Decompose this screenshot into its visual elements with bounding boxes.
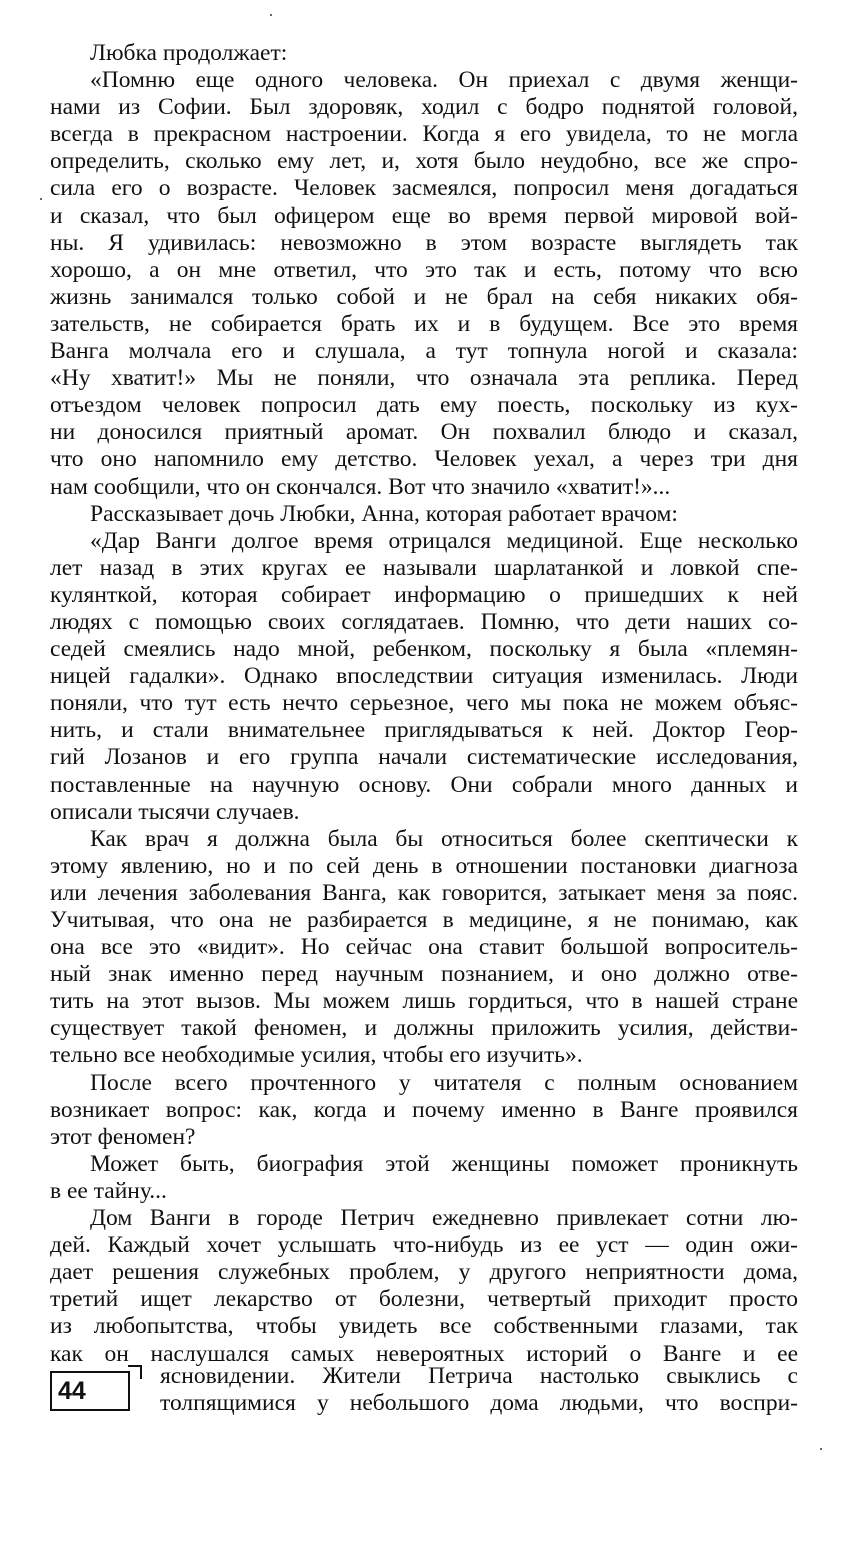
text-line: «Ну хватит!» Мы не поняли, что означала эта реплика. Перед — [50, 365, 798, 392]
text-line: людях с помощью своих соглядатаев. Помню, что дети наших со- — [50, 608, 798, 635]
text-line: третий ищет лекарство от болезни, четвертый приходит просто — [50, 1286, 798, 1313]
page-footer — [50, 1363, 798, 1419]
text-line: нить, и стали внимательнее приглядываться к ней. Доктор Геор- — [50, 717, 798, 744]
text-line: нам сообщили, что он скончался. Вот что значило «хватит!»... — [50, 473, 671, 500]
text-line: дей. Каждый хочет услышать что-нибудь из ее уст — один ожи- — [50, 1232, 798, 1259]
text-line: и сказал, что был офицером еще во время первой мировой вой- — [50, 202, 798, 229]
text-line: она все это «видит». Но сейчас она ставит большой вопроситель- — [50, 934, 798, 961]
text-line: Может быть, биография этой женщины поможет проникнуть — [90, 1150, 798, 1177]
page-corner-mark — [128, 1365, 142, 1379]
text-line: определить, сколько ему лет, и, хотя было неудобно, все же спро- — [50, 148, 798, 175]
text-line: существует такой феномен, и должны приложить усилия, действи- — [50, 1015, 798, 1042]
text-line: ни доносился приятный аромат. Он похвалил блюдо и сказал, — [50, 419, 798, 446]
text-line: поняли, что тут есть нечто серьезное, чего мы пока не можем объяс- — [50, 690, 798, 717]
text-line: возникает вопрос: как, когда и почему именно в Ванге проявился — [50, 1096, 798, 1123]
text-line: из любопытства, чтобы увидеть все собственными глазами, так — [50, 1313, 798, 1340]
text-line: сила его о возрасте. Человек засмеялся, попросил меня догадаться — [50, 175, 798, 202]
text-line: жизнь занимался только собой и не брал на себя никаких обя- — [50, 283, 798, 310]
text-line: всегда в прекрасном настроении. Когда я его увидела, то не могла — [50, 121, 798, 148]
scan-speck — [40, 198, 42, 200]
scan-speck — [820, 1448, 822, 1450]
text-line: как он наслушался самых невероятных историй о Ванге и ее — [50, 1340, 798, 1367]
text-line: в ее тайну... — [50, 1177, 167, 1204]
text-line: Дом Ванги в городе Петрич ежедневно привлекает сотни лю- — [90, 1205, 798, 1232]
text-line: зательств, не собирается брать их и в будущем. Все это время — [50, 310, 798, 337]
text-line: гий Лозанов и его группа начали систематические исследования, — [50, 744, 798, 771]
text-line: «Дар Ванги долгое время отрицался медициной. Еще несколько — [90, 527, 798, 554]
text-line: описали тысячи случаев. — [50, 798, 300, 825]
text-line: хорошо, а он мне ответил, что это так и есть, потому что всю — [50, 256, 798, 283]
text-line: поставленные на научную основу. Они собрали много данных и — [50, 771, 798, 798]
text-line: ницей гадалки». Однако впоследствии ситуация изменилась. Люди — [50, 663, 798, 690]
scan-speck — [270, 14, 272, 16]
text-line: этот феномен? — [50, 1123, 196, 1150]
text-line: седей смеялись надо мной, ребенком, поскольку я была «племян- — [50, 636, 798, 663]
text-line: тить на этот вызов. Мы можем лишь гордиться, что в нашей стране — [50, 988, 798, 1015]
text-line: тельно все необходимые усилия, чтобы его изучить». — [50, 1042, 583, 1069]
text-line: После всего прочтенного у читателя с полным основанием — [90, 1069, 798, 1096]
text-line: нами из Софии. Был здоровяк, ходил с бодро поднятой головой, — [50, 94, 798, 121]
text-line: этому явлению, но и по сей день в отношении постановки диагноза — [50, 852, 798, 879]
text-line: кулянткой, которая собирает информацию о пришедших к ней — [50, 581, 798, 608]
text-line: ясновидении. Жители Петрича настолько свыклись с — [160, 1363, 798, 1389]
text-line: дает решения служебных проблем, у другого неприятности дома, — [50, 1259, 798, 1286]
footer-text-block — [160, 1363, 798, 1417]
text-line: что оно напомнило ему детство. Человек уехал, а через три дня — [50, 446, 798, 473]
text-line: лет назад в этих кругах ее называли шарлатанкой и ловкой спе- — [50, 554, 798, 581]
text-line: Любка продолжает: — [90, 40, 288, 66]
page-number: 44 — [50, 1371, 130, 1411]
text-line: Как врач я должна была бы относиться более скептически к — [90, 825, 798, 852]
text-line: Ванга молчала его и слушала, а тут топнула ногой и сказала: — [50, 338, 798, 365]
text-line: отъездом человек попросил дать ему поесть, поскольку из кух- — [50, 392, 798, 419]
text-line: ный знак именно перед научным познанием, и оно должно отве- — [50, 961, 798, 988]
text-line: Учитывая, что она не разбирается в медицине, я не понимаю, как — [50, 907, 798, 933]
text-line: или лечения заболевания Ванга, как говорится, затыкает меня за пояс. — [50, 879, 798, 906]
page-body — [50, 40, 798, 1368]
text-line: толпящимися у небольшого дома людьми, что воспри- — [160, 1390, 798, 1417]
text-line: «Помню еще одного человека. Он приехал с двумя женщи- — [90, 67, 798, 94]
text-line: ны. Я удивилась: невозможно в этом возрасте выглядеть так — [50, 229, 798, 256]
text-line: Рассказывает дочь Любки, Анна, которая работает врачом: — [90, 500, 678, 527]
